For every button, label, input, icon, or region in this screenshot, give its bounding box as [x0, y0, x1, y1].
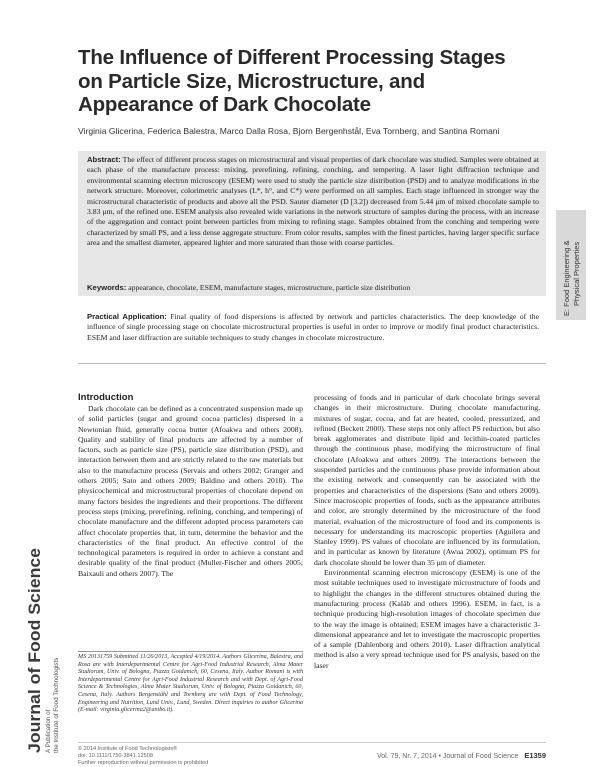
paragraph: Environmental scanning electron microscopy (ESEM) is one of the most suitable techniques used to investigate microstructure of foods and to highlight the changes in the different structures obtained during the manufacturing process (Kaláb and others 1996). ESEM, in fact, is a technique producing high-resolution images of chocolate specimen due to the way the image is obtained; ESEM images have a characteristic 3-dimensional appearance and let to investigate the macroscopic properties of a sample (Dahlenborg and others 2010). Laser diffraction analytical method is also a very spread technique used for PS analysis, based on the laser: [314, 568, 540, 670]
journal-tagline: the Institute of Food Technologists: [53, 657, 60, 753]
keywords: [87, 283, 539, 293]
body-column-left: [78, 404, 303, 579]
footnote-divider: [78, 651, 303, 652]
keywords-text: appearance, chocolate, ESEM, manufacture stages, microstructure, particle size distribution: [128, 283, 411, 292]
practical-application: [87, 312, 539, 343]
journal-logo: [23, 545, 63, 755]
section-tab-label: E: Food Engineering &: [562, 240, 571, 316]
body-column-right: [314, 393, 540, 671]
abstract-label: Abstract:: [87, 155, 121, 164]
divider: [78, 363, 546, 364]
article-title: The Influence of Different Processing Stages on Particle Size, Microstructure, and Appearance of Dark Chocolate: [78, 46, 506, 116]
section-tab: [556, 210, 586, 320]
issue-info: Vol. 79, Nr. 7, 2014 • Journal of Food Science: [376, 753, 519, 760]
section-tab-label: Physical Properties: [572, 241, 581, 306]
page-footer: [377, 751, 546, 760]
practical-label: Practical Application:: [87, 312, 167, 321]
paragraph: processing of foods and in particular of dark chocolate brings several changes in their microstructure. During chocolate manufacturing, mixtures of sugar, cocoa, and fat are heated, cooled, pressurized, and refined (Beckett 2000). These steps not only affect PS reduction, but also break agglomerates and distribute lipid and lecithin-coated particles through the continuous phase, modifying the microstructure of final chocolate (Afoakwa and others 2009). The interactions between the suspended particles and the continuous phase provide information about the existing network and consequently can be associated with the properties and characteristics of the dispersions (Sato and others 2009). Since macroscopic properties of foods, such as the appearance attributes and color, are strongly determined by the microstructure of the food material, evaluation of the microstructure of food and its components is necessary for understanding its macroscopic properties (Aguilera and Stanley 1999). PS values of chocolate are influenced by its formulation, and in particular as known by literature (Awua 2002), optimum PS for dark chocolate should be lower than 35 μm of diameter.: [314, 393, 540, 567]
footer-rule: [78, 742, 546, 743]
doi-link[interactable]: doi: 10.1111/1750-3841.12508: [78, 753, 153, 759]
footnote: MS 20131759 Submitted 11/26/2013, Accepted 4/19/2014. Authors Glicerina, Balestra, and Rosa are with Interdepartmental Centre for Agri-Food Industrial Research, Alma Mater Studiorum, Univ. of Bologna, Piazza Goidanich, 60, Cesena, Italy. Author Romani is with Interdepartmental Centre for Agri-Food Industrial Research and with Dept. of Agri-Food Science & Technologies, Alma Mater Studiorum, Univ. of Bologna, Piazza Goidanich, 60, Cesena, Italy. Authors Bergenståhl and Tornberg are with Dept. of Food Technology, Engineering and Nutrition, Lund Univ., Lund, Sweden. Direct inquiries to author Glicerina (E-mail: virginia.glicerina2@unibo.it).: [78, 654, 303, 714]
section-heading-introduction: Introduction: [78, 392, 134, 403]
author-list: Virginia Glicerina, Federica Balestra, Marco Dalla Rosa, Bjorn Bergenhstål, Eva Tornberg, and Santina Romani: [78, 126, 500, 136]
copyright-line: © 2014 Institute of Food Technologists®: [78, 746, 178, 752]
copyright-block: [78, 746, 308, 767]
abstract: [87, 155, 539, 249]
page-number: E1359: [524, 751, 546, 760]
journal-tagline: A Publication of: [45, 709, 52, 753]
practical-text: Final quality of food dispersions is affected by network and particles characteristics. The deep knowledge of the influence of single processing stage on chocolate microstructural properties is useful in order to improve or modify final product characteristics. ESEM and laser diffraction are suitable techniques to study changes in chocolate microstructure.: [87, 312, 539, 342]
paragraph: Dark chocolate can be defined as a concentrated suspension made up of solid particles (sugar and ground cocoa particles) dispersed in a Newtonian fluid, generally cocoa butter (Afoakwa and others 2008). Quality and stability of final products are affected by a number of factors, such as particle size (PS), particle size distribution (PSD), and interaction between them and are strictly related to the raw materials but also to the manufacture process (Servais and others 2002; Granger and others 2005; Sato and others 2009; Baldino and others 2010). The physicochemical and microstructural properties of chocolate depend on many factors besides the ingredients and their proportions. The different process steps (mixing, prerefining, refining, conching, and tempering) of chocolate manufacture and the different adopted process parameters can affect chocolate properties that, in turn, determine the behavior and the characteristics of the final product. An effective control of the technological parameters is required in order to achieve a constant and desirable quality of the final product (Muller-Fischer and others 2005; Baixauli and others 2007). The: [78, 404, 303, 578]
journal-name: Journal of Food Science: [25, 555, 44, 753]
abstract-text: The effect of different process stages on microstructural and visual properties of dark chocolate was studied. Samples were obtained at each phase of the manufacture process: mixing, prerefining, refining, conching, and tempering. A laser light diffraction technique and environmental scanning electron microscopy (ESEM) were used to study the particle size distribution (PSD) and to analyze modifications in the network structure. Moreover, colorimetric analyses (L*, h°, and C*) were performed on all samples. Each stage influenced in stronger way the microstructural characteristic of products and above all the PSD. Sauter diameter (D [3.2]) decreased from 5.44 μm of mixed chocolate sample to 3.83 μm, of the refined one. ESEM analysis also revealed wide variations in the network structure of samples during the process, with an increase of the aggregation and contact point between particles from mixing to refining stage. Samples obtained from the conching and tempering were characterized by small PS, and a less dense aggregate structure. From color results, samples with the finest particles, having larger specific surface area and the smallest diameter, appeared lighter and more saturated than those with coarse particles.: [87, 155, 539, 248]
permission-note: Further reproduction without permission is prohibited: [78, 760, 209, 766]
keywords-label: Keywords:: [87, 283, 127, 292]
